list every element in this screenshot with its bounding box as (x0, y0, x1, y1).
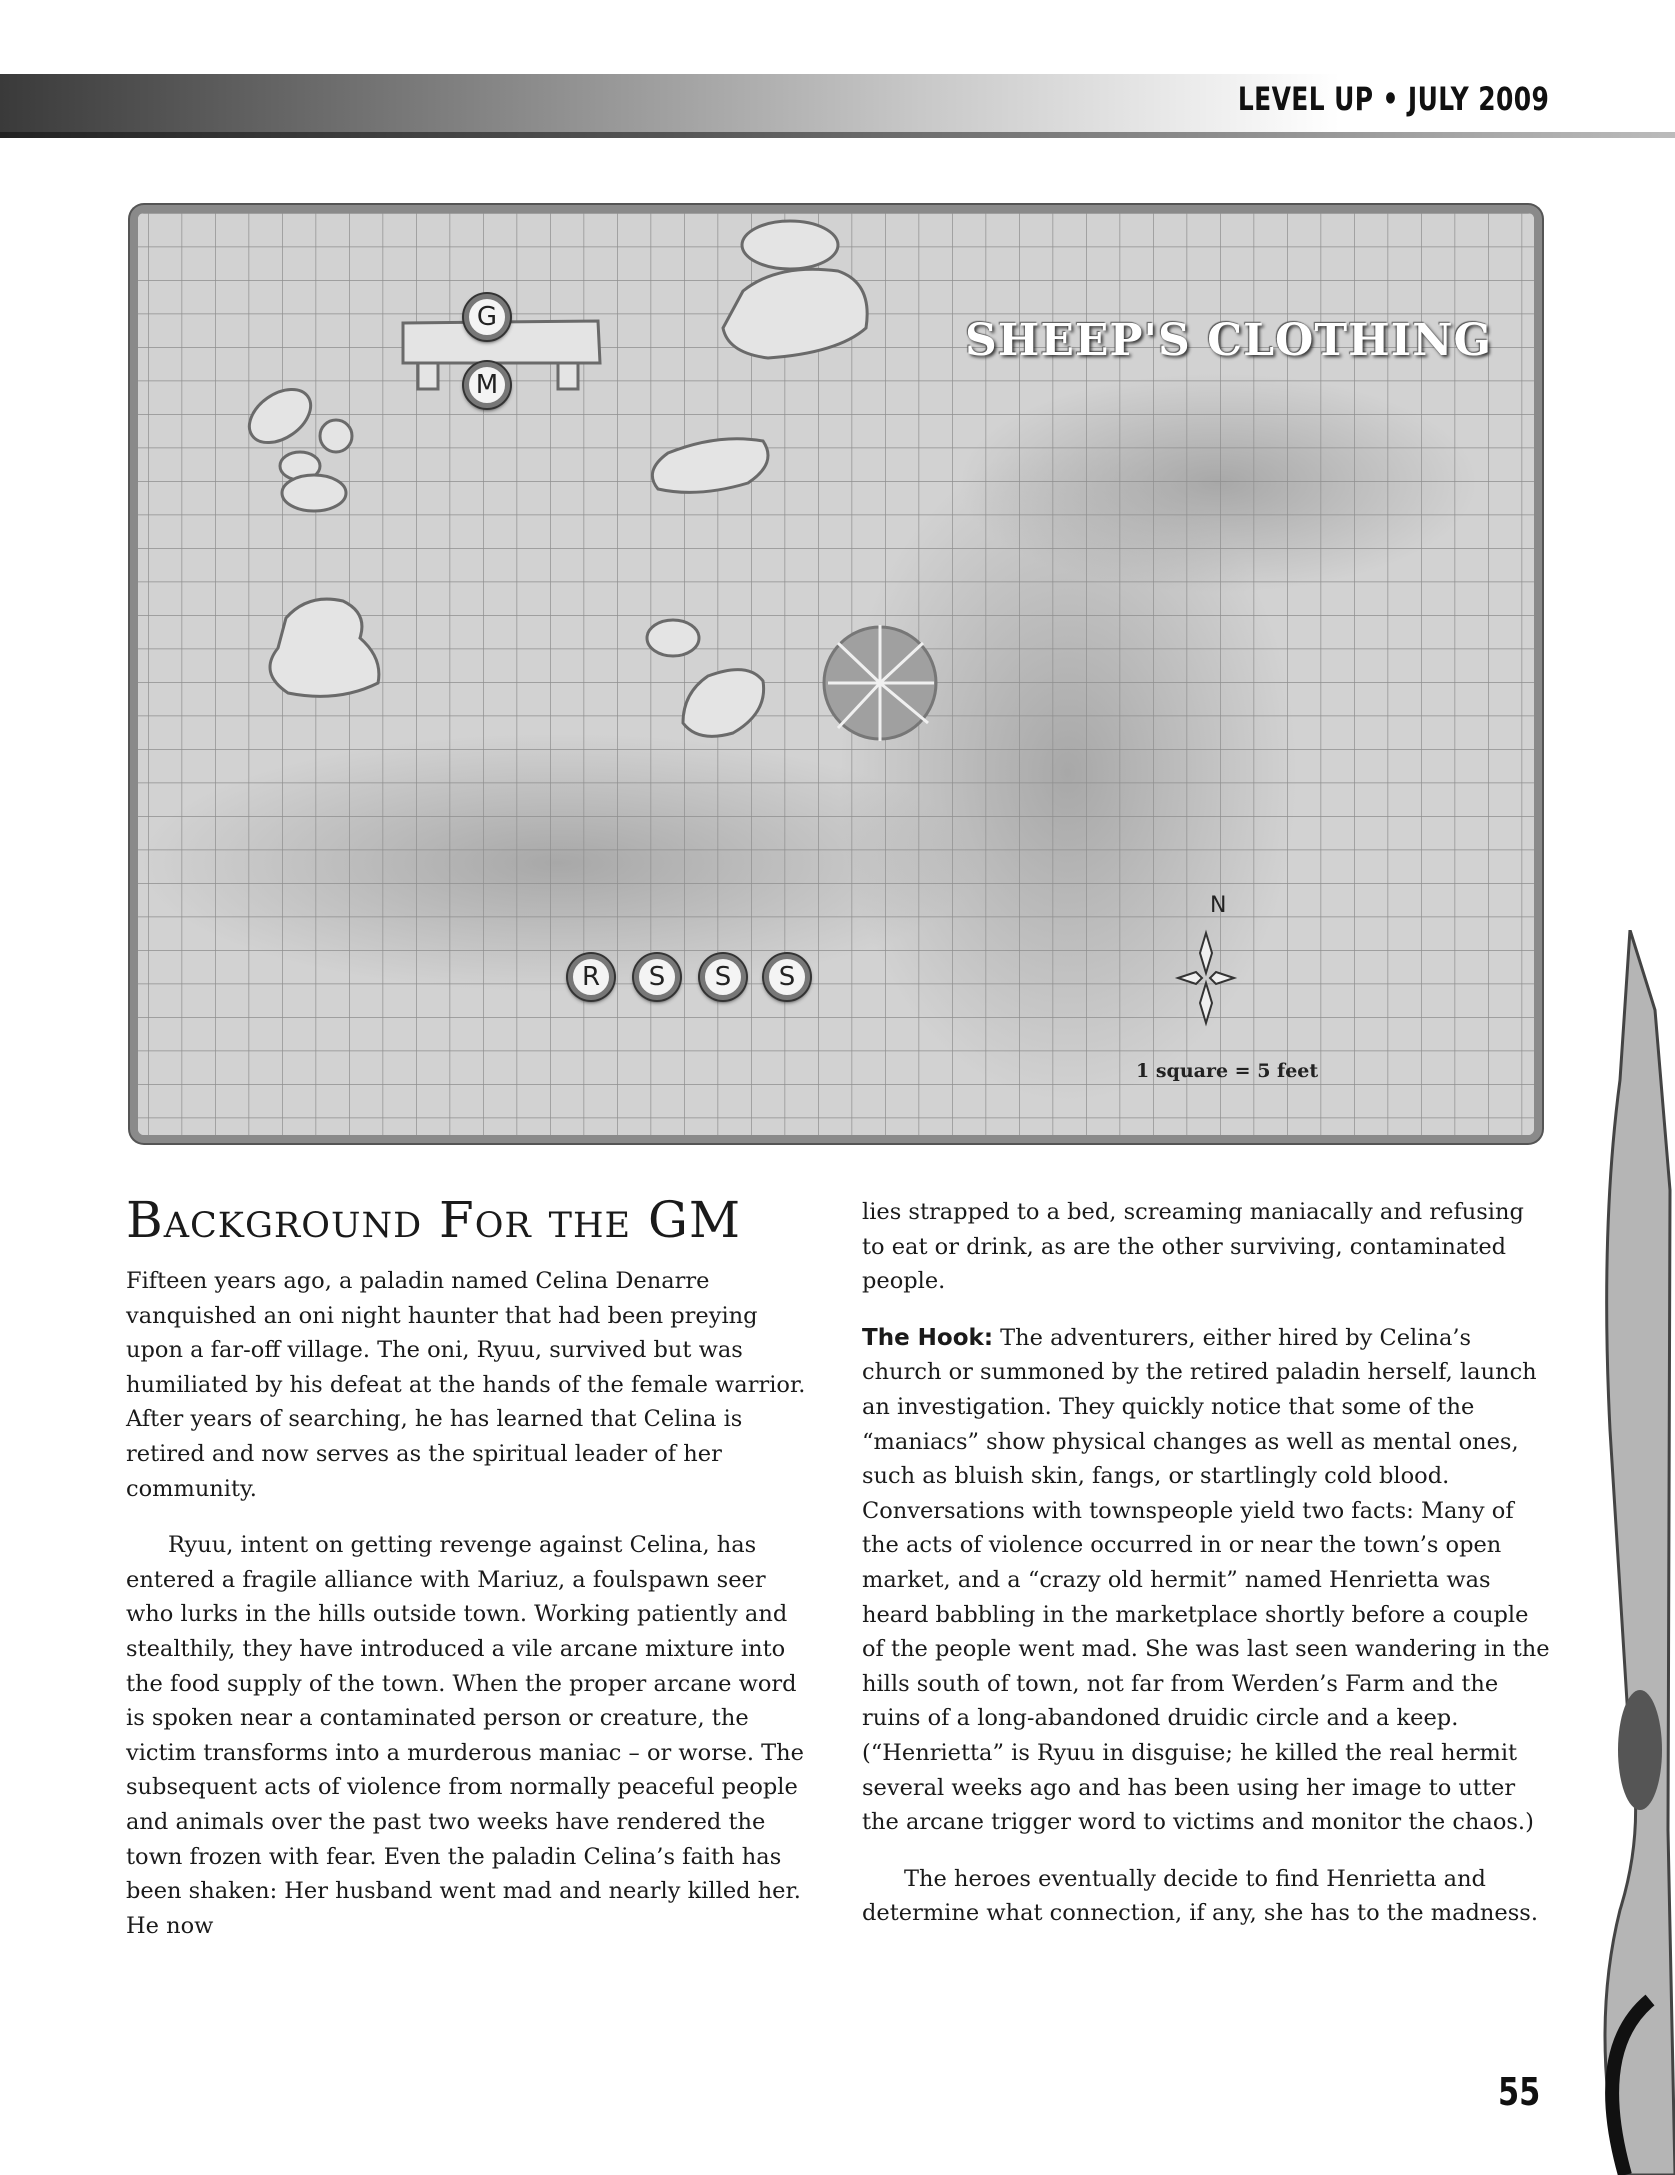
page-number: 55 (1498, 2070, 1541, 2114)
paragraph-2: Ryuu, intent on getting revenge against Celina, has entered a fragile alliance with Mariuz, a foulspawn seer who lurks in the hills outside town. Working patiently and stealthily, they have introduced a vile arcane mixture into the food supply of the town. When the proper arcane word is spoken near a contaminated person or creature, the victim transforms into a murderous maniac – or worse. The subsequent acts of violence from normally peaceful people and animals over the past two weeks have rendered the town frozen with fear. Even the paladin Celina’s faith has been shaken: Her husband went mad and nearly killed her. He now (126, 1532, 804, 1939)
token-m: M (464, 362, 510, 408)
token-r: R (568, 954, 614, 1000)
dead-tree (824, 625, 936, 741)
token-s-1: S (634, 954, 680, 1000)
token-s-2: S (700, 954, 746, 1000)
hook-text: The adventurers, either hired by Celina’s church or summoned by the retired paladin herself, launch an investigation. They quickly notice that some of the “maniacs” show physical changes as well as mental ones, such as bluish skin, fangs, or startlingly cold blood. Conversations with townspeople yield two facts: Many of the acts of violence occurred in or near the town’s open market, and a “crazy old hermit” named Henrietta was heard babbling in the marketplace shortly before a couple of the people went mad. She was last seen wandering in the hills south of town, not far from Werden’s Farm and the ruins of a long-abandoned druidic circle and a keep. (“Henrietta” is Ryuu in disguise; he killed the real hermit several weeks ago and has been using her image to utter the arcane trigger word to victims and monitor the chaos.) (862, 1324, 1550, 1836)
paragraph-1: Fifteen years ago, a paladin named Celina Denarre vanquished an oni night haunter that had been preying upon a far-off village. The oni, Ryuu, survived but was humiliated by his defeat at the hands of the female warrior. After years of searching, he has learned that Celina is retired and now serves as the spiritual leader of her community. (126, 1268, 806, 1502)
hook-label: The Hook: (862, 1324, 994, 1351)
side-border-decoration (1580, 930, 1675, 2175)
section-heading: Background For the GM (126, 1191, 742, 1249)
token-g: G (464, 294, 510, 340)
left-column (126, 1190, 816, 1943)
compass-north-label: N (1210, 893, 1227, 918)
right-column (862, 1195, 1552, 1931)
hook-paragraph (862, 1321, 1552, 1840)
map-title: SHEEP'S CLOTHING (965, 315, 1493, 366)
paragraph-continuation: lies strapped to a bed, screaming maniacally and refusing to eat or drink, as are the other surviving, contaminated people. (862, 1199, 1524, 1295)
paragraph-final: The heroes eventually decide to find Henrietta and determine what connection, if any, she has to the madness. (862, 1865, 1538, 1927)
token-s-3: S (764, 954, 810, 1000)
header-title: LEVEL UP • JULY 2009 (1237, 80, 1549, 118)
map-scale-label: 1 square = 5 feet (1136, 1060, 1319, 1082)
